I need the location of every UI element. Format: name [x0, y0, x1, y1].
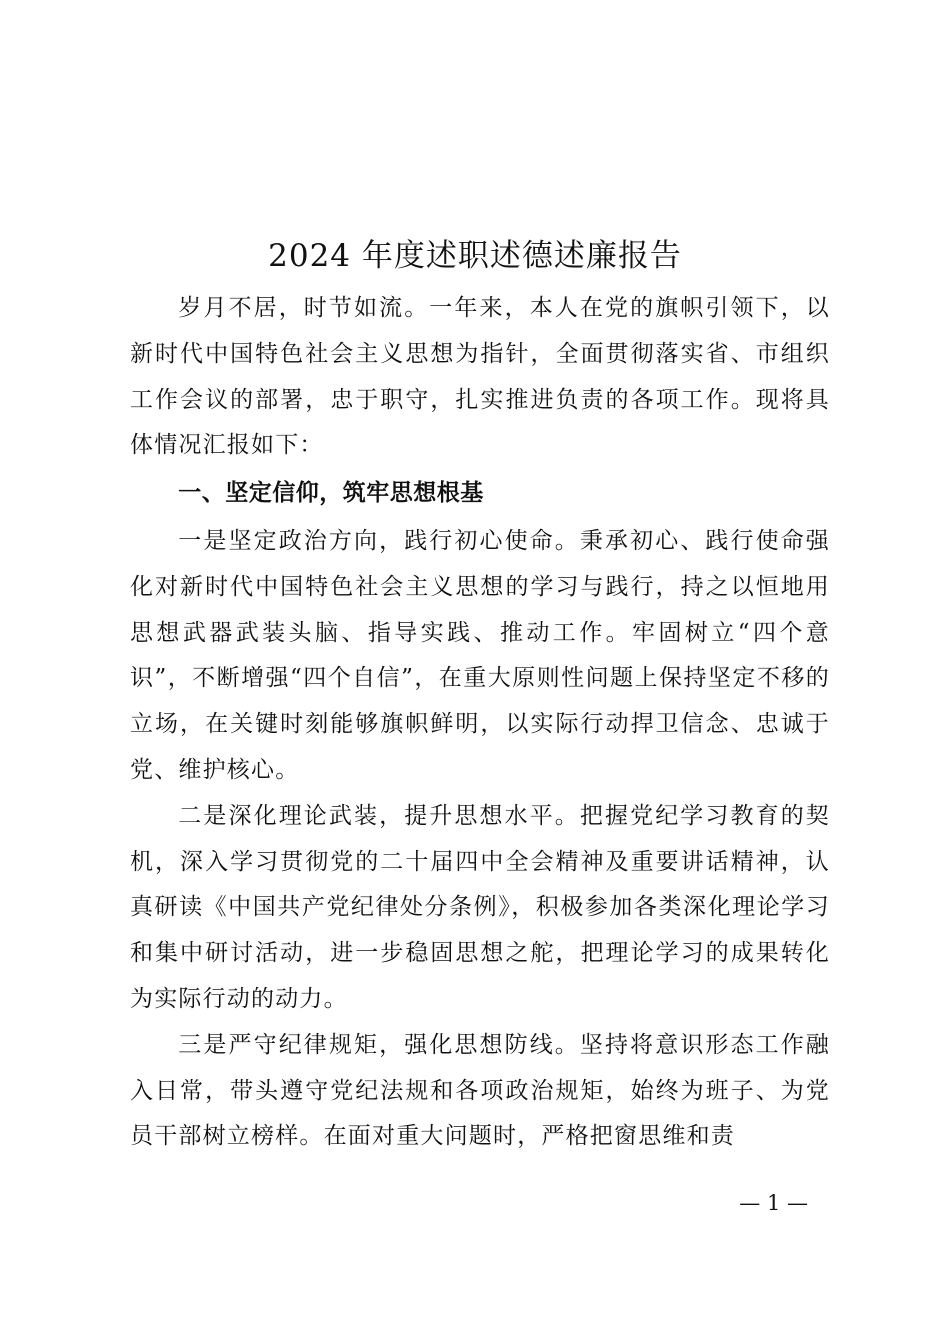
body-paragraph-1: 一是坚定政治方向，践行初心使命。秉承初心、践行使命强化对新时代中国特色社会主义思想的学习与践行，持之以恒地用思想武器武装头脑、指导实践、推动工作。牢固树立“四个意识”，不断增强“四个自信”，在重大原则性问题上保持坚定不移的立场，在关键时刻能够旗帜鲜明，以实际行动捍卫信念、忠诚于党、维护核心。: [130, 527, 830, 783]
page-number: — 1 —: [739, 1191, 808, 1215]
body-paragraph-3: 三是严守纪律规矩，强化思想防线。坚持将意识形态工作融入日常，带头遵守党纪法规和各项政治规矩，始终为班子、为党员干部树立榜样。在面对重大问题时，严格把窗思维和责: [130, 1031, 830, 1150]
document-body: [130, 286, 830, 1160]
document-title: 2024 年度述职述德述廉报告: [268, 238, 682, 274]
intro-paragraph: 岁月不居，时节如流。一年来，本人在党的旗帜引领下，以新时代中国特色社会主义思想为指针，全面贯彻落实省、市组织工作会议的部署，忠于职守，扎实推进负责的各项工作。现将具体情况汇报如下：: [130, 295, 830, 459]
body-paragraph-2: 二是深化理论武装，提升思想水平。把握党纪学习教育的契机，深入学习贯彻党的二十届四中全会精神及重要讲话精神，认真研读《中国共产党纪律处分条例》，积极参加各类深化理论学习和集中研讨活动，进一步稳固思想之舵，把理论学习的成果转化为实际行动的动力。: [130, 802, 830, 1012]
section-heading: 一、坚定信仰，筑牢思想根基: [178, 480, 484, 507]
